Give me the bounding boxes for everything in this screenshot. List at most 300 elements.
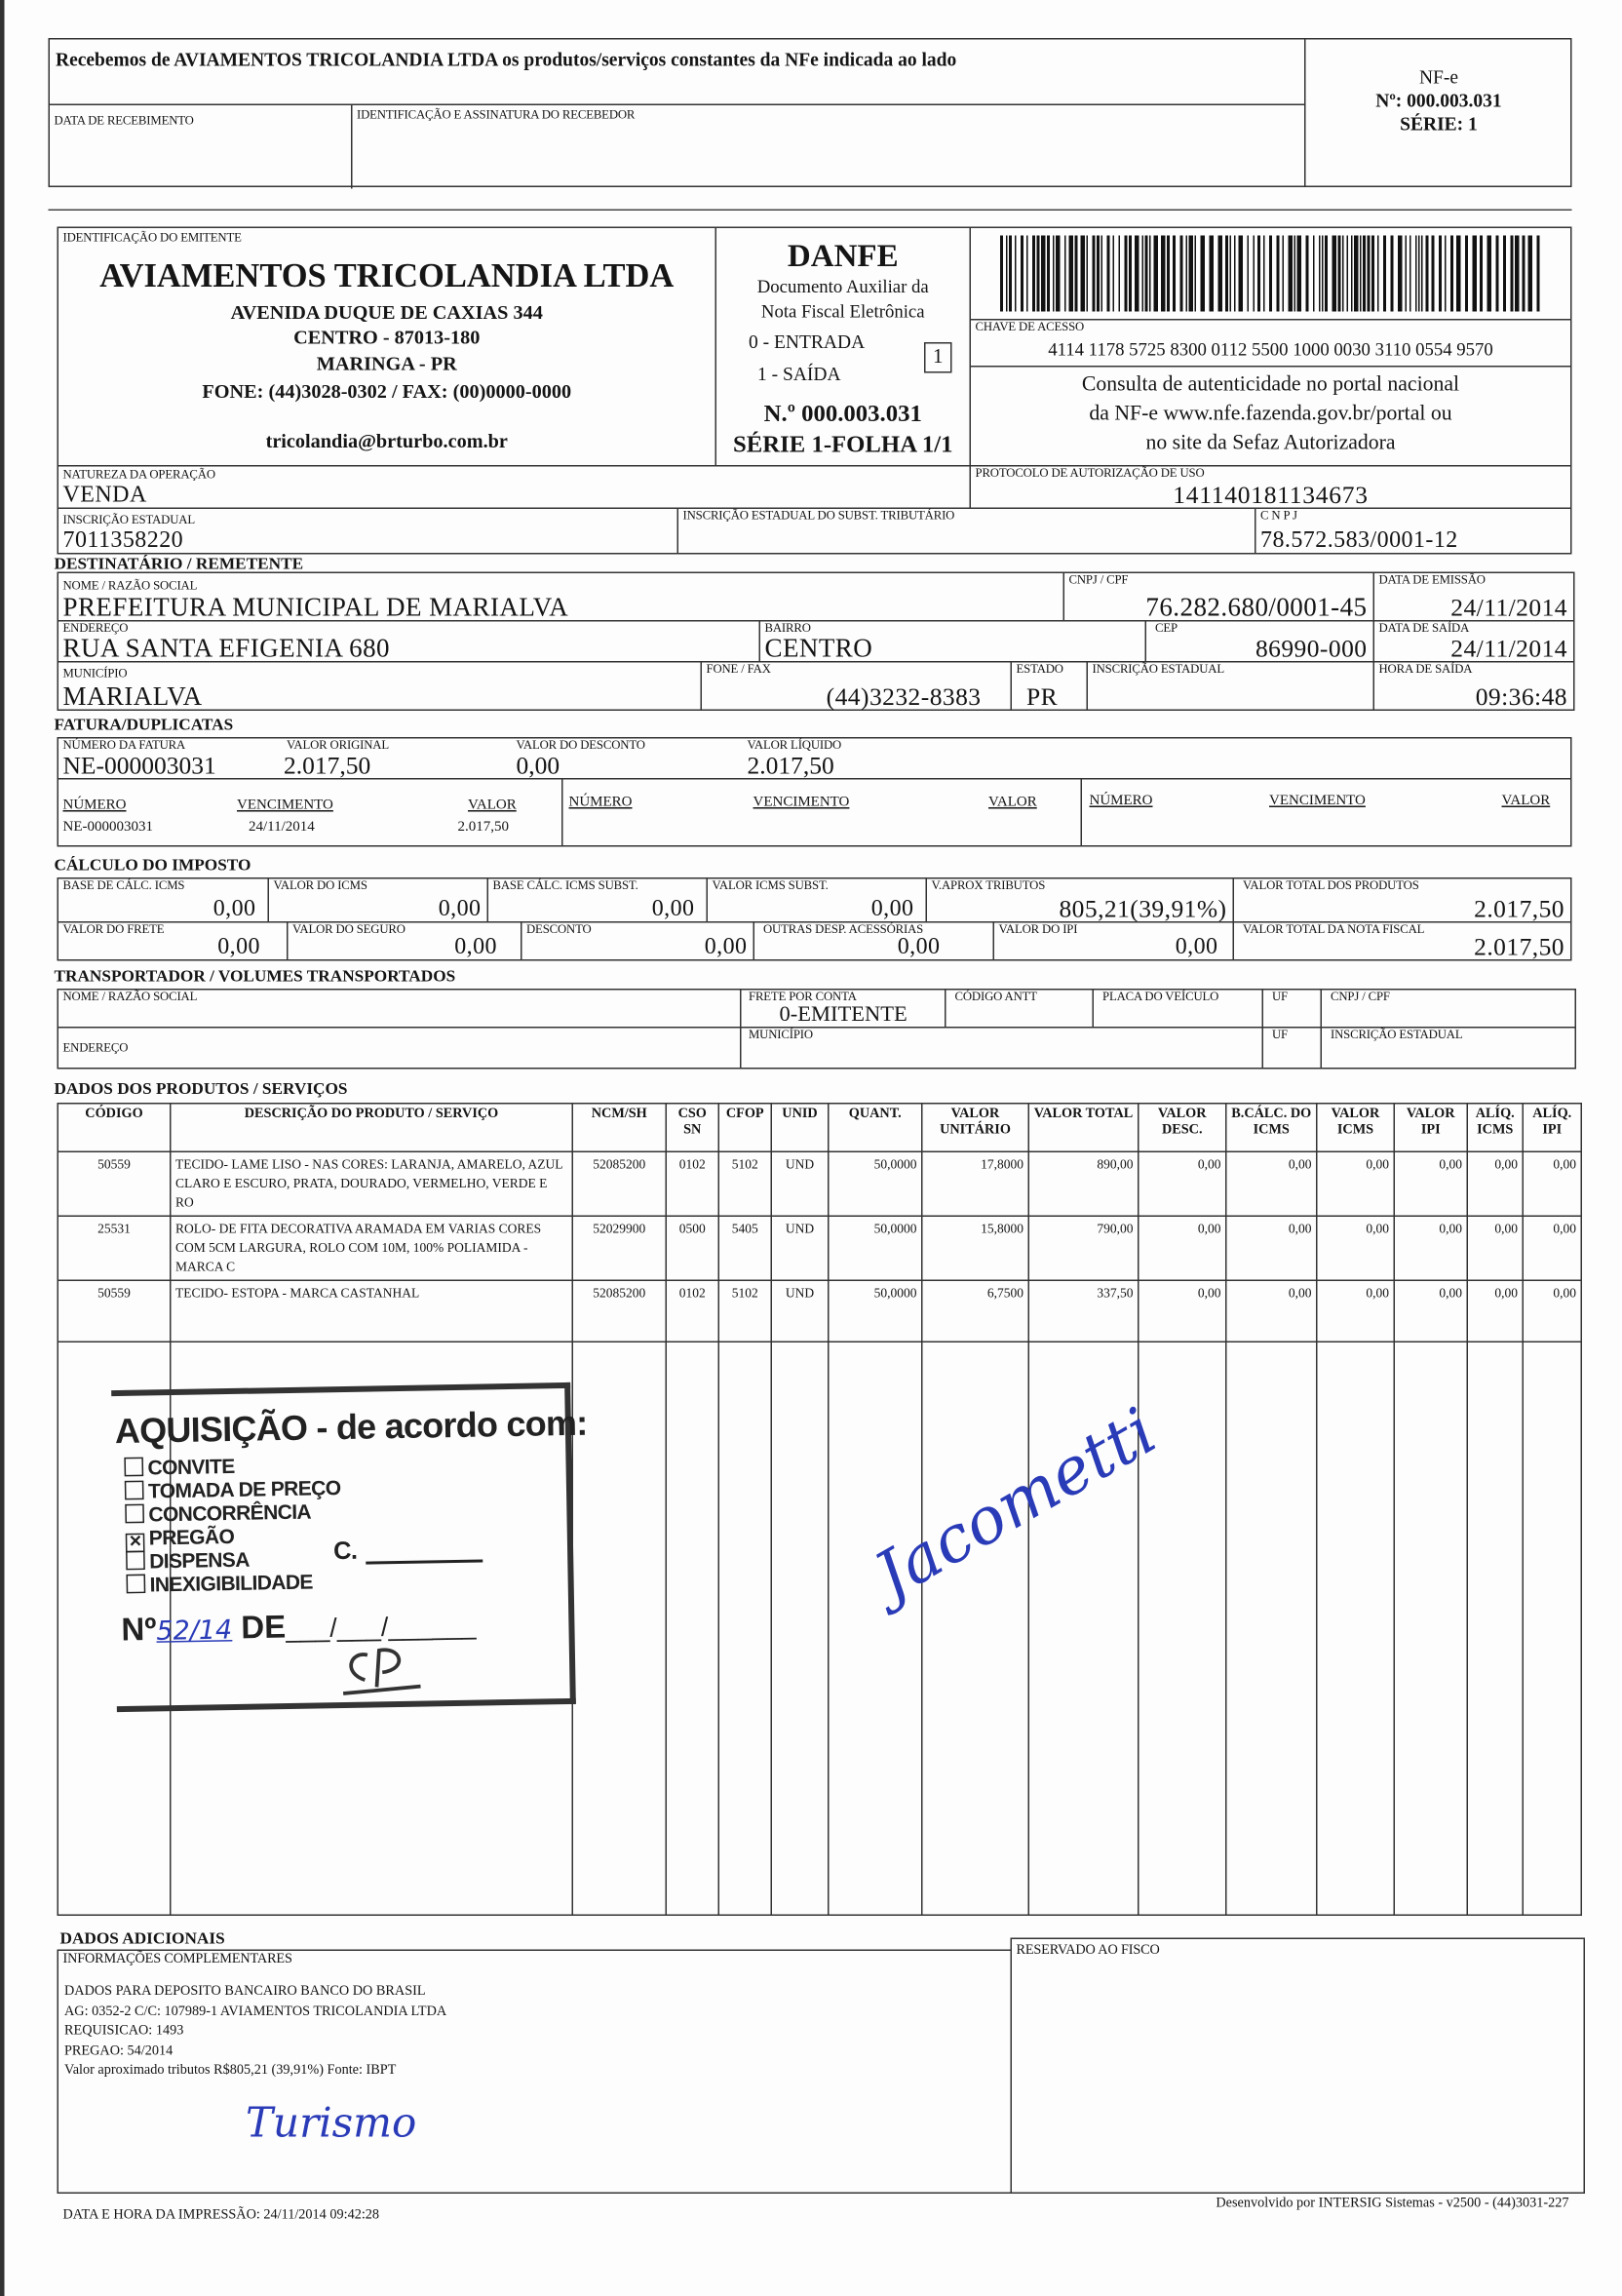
barcode-bar bbox=[1383, 236, 1386, 312]
table-cell: 0,00 bbox=[1139, 1281, 1226, 1343]
table-cell: 0,00 bbox=[1139, 1216, 1226, 1280]
dest-estado-value: PR bbox=[1026, 682, 1059, 711]
transportador-title: TRANSPORTADOR / VOLUMES TRANSPORTADOS bbox=[54, 968, 456, 986]
barcode-bar bbox=[1351, 236, 1353, 312]
column-header: CSO SN bbox=[666, 1104, 718, 1152]
imposto-title: CÁLCULO DO IMPOSTO bbox=[54, 857, 251, 875]
label: RESERVADO AO FISCO bbox=[1016, 1943, 1160, 1959]
barcode-bar bbox=[1041, 236, 1046, 312]
label: ESTADO bbox=[1016, 661, 1063, 676]
table-cell: 50559 bbox=[58, 1281, 171, 1343]
table-cell: 0,00 bbox=[1317, 1216, 1395, 1280]
barcode-bar bbox=[1026, 236, 1028, 312]
label: INSCRIÇÃO ESTADUAL bbox=[1092, 661, 1224, 676]
dup-venc: 24/11/2014 bbox=[249, 819, 315, 836]
barcode-bar bbox=[1119, 236, 1121, 312]
barcode-bar bbox=[1263, 236, 1265, 312]
value: 805,21(39,91%) bbox=[1059, 895, 1227, 923]
ipi-field bbox=[993, 921, 1235, 961]
stamp-option-label: CONCORRÊNCIA bbox=[148, 1499, 312, 1526]
table-cell: 5102 bbox=[718, 1151, 771, 1216]
label: HORA DE SAÍDA bbox=[1378, 661, 1473, 676]
info-line: PREGAO: 54/2014 bbox=[64, 2043, 174, 2059]
danfe-box bbox=[715, 227, 972, 467]
label: VALOR TOTAL DA NOTA FISCAL bbox=[1243, 921, 1425, 936]
fatura-liquido-value: 2.017,50 bbox=[747, 752, 834, 780]
barcode-bar bbox=[1360, 236, 1362, 312]
chave-value: 4114 1178 5725 8300 0112 5500 1000 0030 3110 0554 9570 bbox=[1048, 339, 1493, 360]
danfe-number: N.º 000.003.031 bbox=[763, 399, 922, 427]
stamp-c-line bbox=[366, 1560, 483, 1565]
dup-valor-header-2: VALOR bbox=[988, 794, 1037, 810]
total-nota-field bbox=[1233, 921, 1572, 961]
table-cell: UND bbox=[771, 1281, 829, 1343]
barcode-bar bbox=[1313, 236, 1315, 312]
label: NOME / RAZÃO SOCIAL bbox=[62, 577, 198, 593]
dup-venc-header-2: VENCIMENTO bbox=[753, 794, 850, 810]
receipt-date-label: DATA DE RECEBIMENTO bbox=[54, 112, 194, 128]
table-cell: 0,00 bbox=[1226, 1151, 1317, 1216]
stamp-option-label: INEXIGIBILIDADE bbox=[149, 1570, 314, 1596]
stamp-initials bbox=[335, 1643, 424, 1703]
outras-field bbox=[753, 921, 995, 961]
barcode-bar bbox=[1371, 236, 1374, 312]
tipo-entrada: 0 - ENTRADA bbox=[749, 331, 866, 353]
table-row bbox=[58, 1281, 1581, 1343]
barcode-bar bbox=[1154, 236, 1159, 312]
dest-hora-value: 09:36:48 bbox=[1475, 682, 1567, 711]
fatura-box bbox=[58, 737, 1572, 847]
stamp-option bbox=[124, 1456, 235, 1479]
stamp-de-label: DE bbox=[240, 1608, 287, 1646]
barcode-bar bbox=[1101, 236, 1103, 312]
table-cell bbox=[666, 1343, 718, 1916]
table-cell: 15,8000 bbox=[922, 1216, 1029, 1280]
barcode-bar bbox=[1503, 236, 1506, 312]
stamp-option bbox=[125, 1501, 311, 1527]
label: NOME / RAZÃO SOCIAL bbox=[62, 989, 198, 1003]
barcode-bar bbox=[1432, 236, 1435, 312]
info-line: REQUISICAO: 1493 bbox=[64, 2024, 184, 2039]
column-header: UNID bbox=[771, 1104, 829, 1152]
label: VALOR ORIGINAL bbox=[287, 737, 389, 752]
nfe-serie: SÉRIE: 1 bbox=[1400, 112, 1478, 135]
nfe-label: NF-e bbox=[1418, 65, 1459, 88]
dest-cnpj-value: 76.282.680/0001-45 bbox=[1145, 592, 1368, 622]
table-cell: 50,0000 bbox=[829, 1216, 922, 1280]
barcode-bar bbox=[1325, 236, 1328, 312]
table-cell bbox=[829, 1343, 922, 1916]
dup-venc-header-3: VENCIMENTO bbox=[1269, 793, 1366, 809]
barcode-bar bbox=[1087, 236, 1089, 312]
aprox-tributos-field bbox=[926, 877, 1235, 923]
produtos-title: DADOS DOS PRODUTOS / SERVIÇOS bbox=[54, 1080, 348, 1099]
table-cell bbox=[922, 1343, 1029, 1916]
dest-cep-field bbox=[1145, 620, 1375, 663]
table-cell bbox=[1317, 1343, 1395, 1916]
label: CEP bbox=[1155, 620, 1178, 635]
barcode-bar bbox=[1069, 236, 1074, 312]
info-complementares-box bbox=[58, 1950, 1013, 2195]
label: VALOR TOTAL DOS PRODUTOS bbox=[1243, 877, 1419, 892]
total-produtos-field bbox=[1233, 877, 1572, 923]
adicionais-title: DADOS ADICIONAIS bbox=[59, 1930, 225, 1948]
emitente-city: MARINGA - PR bbox=[316, 352, 457, 374]
emitente-district: CENTRO - 87013-180 bbox=[293, 326, 481, 348]
fisco-box bbox=[1011, 1938, 1586, 2195]
label: MUNICÍPIO bbox=[749, 1027, 813, 1041]
column-header: B.CÁLC. DO ICMS bbox=[1226, 1104, 1317, 1152]
tipo-saida: 1 - SAÍDA bbox=[757, 363, 841, 385]
checkbox-icon bbox=[124, 1458, 143, 1477]
barcode-bar bbox=[1368, 236, 1371, 312]
table-row bbox=[58, 1216, 1581, 1280]
barcode-bar bbox=[1406, 236, 1408, 312]
barcode bbox=[1000, 236, 1544, 312]
label: VALOR DO SEGURO bbox=[292, 921, 406, 936]
value: 0,00 bbox=[870, 896, 914, 921]
table-cell: UND bbox=[771, 1151, 829, 1216]
stamp-option-label: TOMADA DE PREÇO bbox=[147, 1475, 341, 1502]
label: NÚMERO DA FATURA bbox=[62, 737, 186, 752]
label: DATA DE SAÍDA bbox=[1378, 620, 1470, 635]
barcode-bar bbox=[1075, 236, 1078, 312]
dest-hora-field bbox=[1373, 661, 1575, 711]
dup-valor-header: VALOR bbox=[468, 797, 517, 813]
seguro-field bbox=[287, 921, 522, 961]
protocolo-label: PROTOCOLO DE AUTORIZAÇÃO DE USO bbox=[975, 465, 1205, 480]
value: 0-EMITENTE bbox=[779, 1003, 908, 1027]
value: 0,00 bbox=[212, 896, 256, 921]
barcode-bar bbox=[1015, 236, 1017, 312]
barcode-bar bbox=[1363, 236, 1366, 312]
table-cell: 17,8000 bbox=[922, 1151, 1029, 1216]
table-cell: 337,50 bbox=[1028, 1281, 1139, 1343]
chave-label: CHAVE DE ACESSO bbox=[975, 319, 1085, 333]
fatura-desconto-value: 0,00 bbox=[516, 752, 560, 780]
barcode-bar bbox=[1056, 236, 1061, 312]
value: 0,00 bbox=[454, 934, 497, 959]
label: FONE / FAX bbox=[706, 661, 771, 676]
cnpj-value: 78.572.583/0001-12 bbox=[1260, 527, 1458, 553]
receipt-signature-label: IDENTIFICAÇÃO E ASSINATURA DO RECEBEDOR bbox=[357, 106, 636, 122]
barcode-bar bbox=[1269, 236, 1272, 312]
transp-municipio-field bbox=[740, 1027, 1263, 1070]
table-cell: 0,00 bbox=[1317, 1151, 1395, 1216]
table-cell: 52029900 bbox=[572, 1216, 666, 1280]
value: 0,00 bbox=[1175, 934, 1218, 959]
consulta-line-3: no site da Sefaz Autorizadora bbox=[1145, 431, 1396, 455]
dest-bairro-field bbox=[759, 620, 1147, 663]
table-cell: 0,00 bbox=[1467, 1281, 1523, 1343]
table-cell: 0,00 bbox=[1317, 1281, 1395, 1343]
barcode-bar bbox=[1487, 236, 1492, 312]
label: VALOR DO IPI bbox=[998, 921, 1078, 936]
barcode-bar bbox=[1047, 236, 1050, 312]
print-datetime: DATA E HORA DA IMPRESSÃO: 24/11/2014 09:42:28 bbox=[62, 2208, 380, 2223]
value: 0,00 bbox=[438, 896, 482, 921]
info-line: AG: 0352-2 C/C: 107989-1 AVIAMENTOS TRICOLANDIA LTDA bbox=[64, 2004, 447, 2019]
table-row bbox=[58, 1151, 1581, 1216]
dup-numero-header-2: NÚMERO bbox=[568, 794, 633, 810]
table-cell: ROLO- DE FITA DECORATIVA ARAMADA EM VARIAS CORES COM 5CM LARGURA, ROLO COM 10M, 100% POLIAMIDA - MARCA C bbox=[171, 1216, 573, 1280]
column-header: VALOR DESC. bbox=[1139, 1104, 1226, 1152]
emitente-email: tricolandia@brturbo.com.br bbox=[265, 430, 508, 452]
barcode-bar bbox=[1410, 236, 1411, 312]
dest-nome-value: PREFEITURA MUNICIPAL DE MARIALVA bbox=[62, 592, 569, 622]
table-cell bbox=[1394, 1343, 1467, 1916]
emitente-name: AVIAMENTOS TRICOLANDIA LTDA bbox=[99, 257, 675, 294]
barcode-bar bbox=[1173, 236, 1176, 312]
chave-box bbox=[970, 319, 1572, 368]
stamp-option-label: DISPENSA bbox=[149, 1547, 250, 1573]
desconto-field bbox=[521, 921, 754, 961]
value: 0,00 bbox=[897, 934, 941, 959]
barcode-bar bbox=[1445, 236, 1447, 312]
natureza-value: VENDA bbox=[62, 483, 147, 508]
label: CÓDIGO ANTT bbox=[954, 989, 1037, 1003]
barcode-bar bbox=[1347, 236, 1349, 312]
barcode-bar bbox=[1421, 236, 1423, 312]
ie-st-field bbox=[677, 508, 1256, 555]
ie-value: 7011358220 bbox=[62, 527, 184, 553]
table-cell: 790,00 bbox=[1028, 1216, 1139, 1280]
label: VALOR ICMS SUBST. bbox=[712, 877, 829, 892]
column-header: VALOR IPI bbox=[1394, 1104, 1467, 1152]
label: VALOR DO ICMS bbox=[273, 877, 367, 892]
dup-venc-header: VENCIMENTO bbox=[237, 797, 333, 813]
dest-fone-field bbox=[701, 661, 1013, 711]
transp-nome-field bbox=[58, 989, 742, 1029]
stamp-number-prefix: Nº bbox=[121, 1610, 157, 1648]
dest-estado-field bbox=[1011, 661, 1089, 711]
barcode-bar bbox=[1322, 236, 1324, 312]
table-cell: TECIDO- LAME LISO - NAS CORES: LARANJA, AMARELO, AZUL CLARO E ESCURO, PRATA, DOURADO, VERMELHO, VERDE E RO bbox=[171, 1151, 573, 1216]
barcode-bar bbox=[1480, 236, 1483, 312]
value: 2.017,50 bbox=[1474, 933, 1564, 961]
value: 2.017,50 bbox=[1474, 895, 1564, 923]
emitente-label: IDENTIFICAÇÃO DO EMITENTE bbox=[62, 229, 242, 245]
danfe-title: DANFE bbox=[787, 237, 899, 274]
barcode-bar bbox=[1528, 236, 1533, 312]
value: 0,00 bbox=[217, 934, 260, 959]
table-cell: 0,00 bbox=[1467, 1216, 1523, 1280]
barcode-bar bbox=[1515, 236, 1520, 312]
column-header: CÓDIGO bbox=[58, 1104, 171, 1152]
receipt-stub bbox=[49, 38, 1572, 187]
barcode-bar bbox=[1064, 236, 1066, 312]
stamp-c-label: C. bbox=[332, 1537, 358, 1566]
table-cell: 0,00 bbox=[1394, 1216, 1467, 1280]
divider bbox=[351, 104, 353, 189]
barcode-bar bbox=[1234, 236, 1236, 312]
barcode-bar bbox=[1145, 236, 1148, 312]
barcode-bar bbox=[1195, 236, 1197, 312]
barcode-bar bbox=[1021, 236, 1023, 312]
transp-placa-field bbox=[1093, 989, 1264, 1029]
transp-uf2-field bbox=[1262, 1027, 1323, 1070]
label: BASE CÁLC. ICMS SUBST. bbox=[492, 877, 638, 892]
table-cell: 50559 bbox=[58, 1151, 171, 1216]
label: PLACA DO VEÍCULO bbox=[1102, 989, 1219, 1003]
table-cell: 0,00 bbox=[1394, 1281, 1467, 1343]
fatura-title: FATURA/DUPLICATAS bbox=[54, 717, 234, 734]
barcode-bar bbox=[1319, 236, 1321, 312]
ie-st-label: INSCRIÇÃO ESTADUAL DO SUBST. TRIBUTÁRIO bbox=[682, 507, 955, 523]
consulta-box bbox=[970, 366, 1572, 467]
barcode-bar bbox=[1439, 236, 1442, 312]
natureza-field bbox=[58, 465, 972, 509]
column-header: DESCRIÇÃO DO PRODUTO / SERVIÇO bbox=[171, 1104, 573, 1152]
barcode-bar bbox=[1129, 236, 1132, 312]
dest-emissao-field bbox=[1373, 572, 1575, 622]
barcode-bar bbox=[1283, 236, 1285, 312]
barcode-bar bbox=[1377, 236, 1379, 312]
info-lines bbox=[64, 1983, 446, 2082]
barcode-bar bbox=[1097, 236, 1100, 312]
developer-credit: Desenvolvido por INTERSIG Sistemas - v2500 - (44)3031-227 bbox=[1216, 2197, 1569, 2211]
barcode-bar bbox=[1180, 236, 1183, 312]
danfe-subtitle-1: Documento Auxiliar da bbox=[756, 276, 929, 297]
label: FRETE POR CONTA bbox=[749, 989, 857, 1003]
barcode-bar bbox=[1523, 236, 1525, 312]
dup-numero-header: NÚMERO bbox=[62, 797, 127, 813]
label: INSCRIÇÃO ESTADUAL bbox=[1331, 1027, 1463, 1041]
stamp-number-value: 52/14 bbox=[156, 1615, 233, 1648]
barcode-bar bbox=[1189, 236, 1194, 312]
label: ENDEREÇO bbox=[62, 1039, 129, 1055]
label: ENDEREÇO bbox=[62, 620, 129, 635]
barcode-bar bbox=[1225, 236, 1228, 312]
barcode-bar bbox=[1456, 236, 1461, 312]
base-icms-field bbox=[58, 877, 270, 923]
table-cell: 0,00 bbox=[1139, 1151, 1226, 1216]
table-cell: 0,00 bbox=[1523, 1281, 1581, 1343]
protocolo-value: 141140181134673 bbox=[1173, 481, 1369, 509]
dest-fone-value: (44)3232-8383 bbox=[826, 682, 982, 711]
table-cell: 50,0000 bbox=[829, 1281, 922, 1343]
transp-uf-field bbox=[1262, 989, 1323, 1029]
barcode-bar bbox=[1277, 236, 1280, 312]
barcode-bar bbox=[1511, 236, 1514, 312]
column-header: ALÍQ. ICMS bbox=[1467, 1104, 1523, 1152]
table-cell: 6,7500 bbox=[922, 1281, 1029, 1343]
table-cell: 0102 bbox=[666, 1281, 718, 1343]
table-cell: 0,00 bbox=[1467, 1151, 1523, 1216]
transp-frete-field bbox=[740, 989, 946, 1029]
barcode-bar bbox=[1218, 236, 1223, 312]
dup-valor-header-3: VALOR bbox=[1501, 793, 1551, 809]
table-cell: 50,0000 bbox=[829, 1151, 922, 1216]
dest-saida-field bbox=[1373, 620, 1575, 663]
dest-municipio-field bbox=[58, 661, 703, 711]
column-header: CFOP bbox=[718, 1104, 771, 1152]
barcode-bar bbox=[1000, 236, 1003, 312]
table-cell: 5102 bbox=[718, 1281, 771, 1343]
table-cell: 0,00 bbox=[1226, 1216, 1317, 1280]
icms-st-field bbox=[707, 877, 928, 923]
stamp-title: AQUISIÇÃO - de acordo com: bbox=[114, 1404, 588, 1453]
barcode-bar bbox=[1006, 236, 1008, 312]
column-header: VALOR UNITÁRIO bbox=[922, 1104, 1029, 1152]
table-cell bbox=[718, 1343, 771, 1916]
table-cell: TECIDO- ESTOPA - MARCA CASTANHAL bbox=[171, 1281, 573, 1343]
acquisition-stamp bbox=[111, 1382, 588, 1712]
barcode-bar bbox=[1125, 236, 1128, 312]
table-cell: 0,00 bbox=[1523, 1151, 1581, 1216]
barcode-bar bbox=[1418, 236, 1420, 312]
label: V.APROX TRIBUTOS bbox=[931, 877, 1046, 892]
barcode-bar bbox=[1037, 236, 1040, 312]
label: OUTRAS DESP. ACESSÓRIAS bbox=[763, 921, 924, 936]
protocolo-field bbox=[970, 465, 1572, 509]
info-line: Valor aproximado tributos R$805,21 (39,91%) Fonte: IBPT bbox=[64, 2063, 397, 2079]
label: BAIRRO bbox=[764, 620, 811, 635]
dup-numero-header-3: NÚMERO bbox=[1089, 793, 1153, 809]
barcode-box bbox=[970, 227, 1572, 321]
checkbox-icon bbox=[126, 1575, 145, 1594]
dest-nome-field bbox=[58, 572, 1065, 622]
barcode-bar bbox=[1391, 236, 1394, 312]
column-header: VALOR TOTAL bbox=[1028, 1104, 1139, 1152]
label: CNPJ / CPF bbox=[1331, 989, 1390, 1003]
table-cell: 0,00 bbox=[1523, 1216, 1581, 1280]
label: MUNICÍPIO bbox=[62, 665, 128, 681]
nfe-box bbox=[1304, 66, 1573, 136]
divider bbox=[561, 778, 563, 845]
table-cell: 0,00 bbox=[1226, 1281, 1317, 1343]
table-cell: UND bbox=[771, 1216, 829, 1280]
column-header: QUANT. bbox=[829, 1104, 922, 1152]
barcode-bar bbox=[1201, 236, 1206, 312]
barcode-bar bbox=[1186, 236, 1188, 312]
stamp-option-label: CONVITE bbox=[147, 1454, 235, 1479]
label: CNPJ / CPF bbox=[1068, 571, 1129, 587]
dest-endereco-field bbox=[58, 620, 761, 663]
table-cell: 0102 bbox=[666, 1151, 718, 1216]
table-cell: 0500 bbox=[666, 1216, 718, 1280]
barcode-bar bbox=[1537, 236, 1540, 312]
fatura-original-value: 2.017,50 bbox=[284, 752, 371, 780]
divider bbox=[1081, 778, 1083, 845]
barcode-bar bbox=[1294, 236, 1296, 312]
barcode-bar bbox=[1354, 236, 1359, 312]
barcode-bar bbox=[1053, 236, 1055, 312]
barcode-bar bbox=[1289, 236, 1294, 312]
table-cell: 52085200 bbox=[572, 1151, 666, 1216]
handwritten-initials: Turismo bbox=[246, 2098, 417, 2147]
barcode-bar bbox=[1257, 236, 1260, 312]
transp-ie-field bbox=[1321, 1027, 1577, 1070]
column-header: VALOR ICMS bbox=[1317, 1104, 1395, 1152]
table-cell: 52085200 bbox=[572, 1281, 666, 1343]
dest-saida-value: 24/11/2014 bbox=[1450, 635, 1567, 663]
barcode-bar bbox=[1032, 236, 1035, 312]
emitente-box bbox=[58, 227, 717, 467]
stamp-number-line bbox=[121, 1607, 477, 1651]
handwritten-signature: Jacometti bbox=[863, 1394, 1169, 1615]
barcode-bar bbox=[1149, 236, 1151, 312]
barcode-bar bbox=[1332, 236, 1337, 312]
danfe-subtitle-2: Nota Fiscal Eletrônica bbox=[760, 301, 925, 322]
divider bbox=[50, 104, 1304, 106]
products-header-row bbox=[58, 1104, 1581, 1152]
fatura-numero-value: NE-000003031 bbox=[62, 752, 216, 780]
table-cell: 5405 bbox=[718, 1216, 771, 1280]
value: 0,00 bbox=[651, 896, 695, 921]
dup-numero: NE-000003031 bbox=[62, 819, 154, 836]
emitente-address: AVENIDA DUQUE DE CAXIAS 344 bbox=[230, 301, 543, 324]
